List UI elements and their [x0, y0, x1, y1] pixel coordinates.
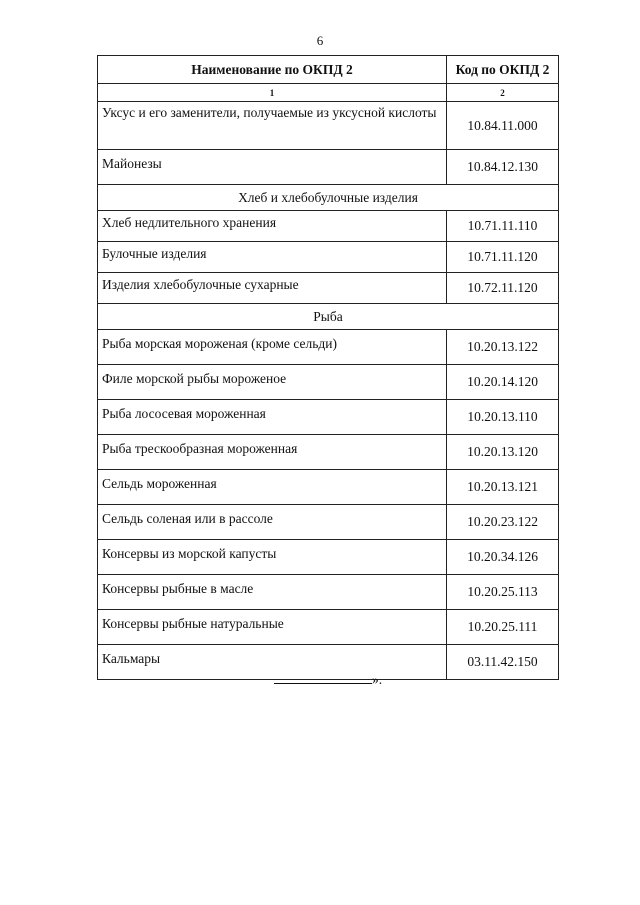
row-code: 10.20.25.111: [447, 610, 559, 645]
table-row: [98, 540, 559, 575]
row-name: Сельдь соленая или в рассоле: [98, 505, 447, 540]
section-title-bread: Хлеб и хлебобулочные изделия: [98, 185, 559, 211]
row-name: Сельдь мороженная: [98, 470, 447, 505]
section-row-bread: [98, 185, 559, 211]
column-number-1: 1: [98, 84, 447, 102]
row-code: 10.84.11.000: [447, 102, 559, 150]
row-code: 03.11.42.150: [447, 645, 559, 680]
row-name: Консервы рыбные в масле: [98, 575, 447, 610]
table-row: [98, 610, 559, 645]
header-code-col: Код по ОКПД 2: [447, 56, 559, 84]
table-row: [98, 102, 559, 150]
table-row: [98, 435, 559, 470]
table-row: [98, 211, 559, 242]
table-row: [98, 505, 559, 540]
row-name: Кальмары: [98, 645, 447, 680]
closing-quote-mark: ».: [372, 672, 383, 687]
page-number: 6: [316, 33, 324, 48]
row-name: Консервы рыбные натуральные: [98, 610, 447, 645]
row-name: Хлеб недлительного хранения: [98, 211, 447, 242]
table-row: [98, 400, 559, 435]
row-name: Уксус и его заменители, получаемые из уксусной кислоты: [98, 102, 447, 150]
column-number-row: [98, 84, 559, 102]
okpd-table: [97, 55, 559, 680]
table-header-row: [98, 56, 559, 84]
table-row: [98, 470, 559, 505]
row-code: 10.20.13.110: [447, 400, 559, 435]
table-row: [98, 365, 559, 400]
row-code: 10.84.12.130: [447, 150, 559, 185]
row-code: 10.20.25.113: [447, 575, 559, 610]
row-code: 10.20.23.122: [447, 505, 559, 540]
column-number-2: 2: [447, 84, 559, 102]
table-row: [98, 150, 559, 185]
table-row: [98, 575, 559, 610]
row-name: Консервы из морской капусты: [98, 540, 447, 575]
row-name: Рыба лососевая мороженная: [98, 400, 447, 435]
header-name-col: Наименование по ОКПД 2: [98, 56, 447, 84]
row-code: 10.20.14.120: [447, 365, 559, 400]
row-code: 10.20.13.121: [447, 470, 559, 505]
closing-line: [274, 671, 382, 688]
row-code: 10.20.13.122: [447, 330, 559, 365]
row-name: Филе морской рыбы мороженое: [98, 365, 447, 400]
row-name: Изделия хлебобулочные сухарные: [98, 273, 447, 304]
section-title-fish: Рыба: [98, 304, 559, 330]
row-code: 10.20.34.126: [447, 540, 559, 575]
table-row: [98, 242, 559, 273]
row-name: Рыба трескообразная мороженная: [98, 435, 447, 470]
table-row: [98, 330, 559, 365]
row-name: Булочные изделия: [98, 242, 447, 273]
row-code: 10.72.11.120: [447, 273, 559, 304]
row-name: Майонезы: [98, 150, 447, 185]
row-code: 10.71.11.120: [447, 242, 559, 273]
row-code: 10.20.13.120: [447, 435, 559, 470]
table-row: [98, 273, 559, 304]
row-code: 10.71.11.110: [447, 211, 559, 242]
section-row-fish: [98, 304, 559, 330]
signature-blank-line: [274, 671, 372, 684]
row-name: Рыба морская мороженая (кроме сельди): [98, 330, 447, 365]
